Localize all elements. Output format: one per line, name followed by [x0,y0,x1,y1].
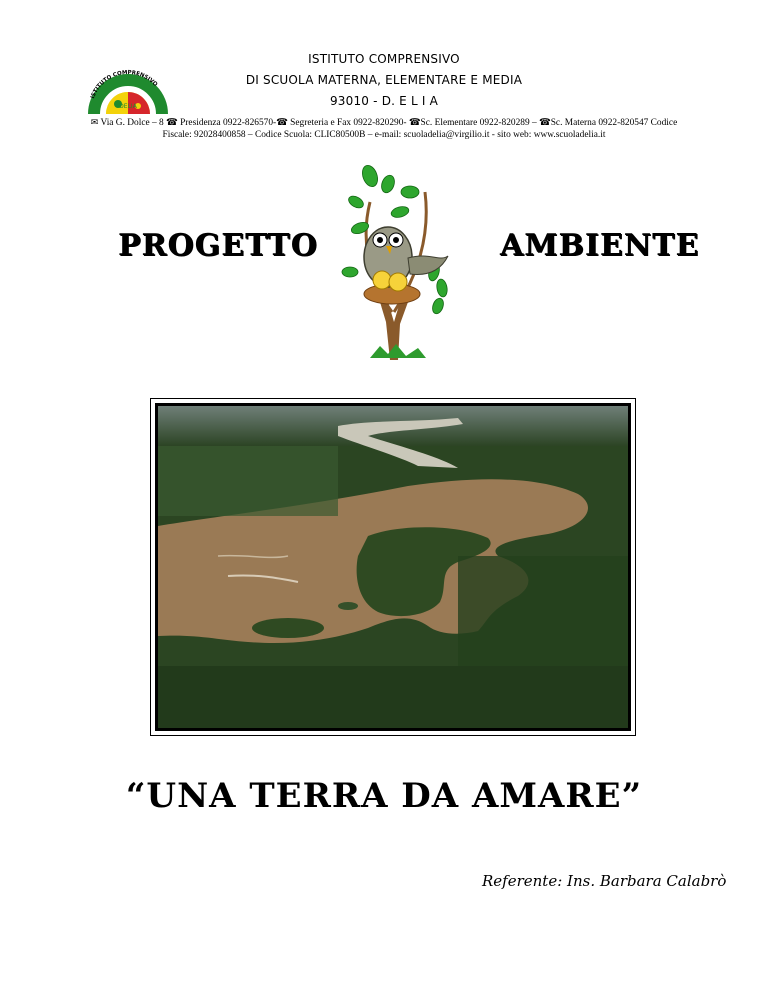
river-aerial-image [158,406,628,728]
referente-line: Referente: Ins. Barbara Calabrò [482,872,727,890]
logo-ring-text: ISTITUTO COMPRENSIVO [89,69,159,100]
envelope-icon: ✉ [90,118,99,128]
river-photo [155,403,631,731]
school-name-line1: ISTITUTO COMPRENSIVO [308,52,460,66]
title-right: AMBIENTE [500,228,700,263]
contact-text-1: Via G. Dolce – 8 ☎ Presidenza 0922-826570-☎ Segreteria e Fax 0922-820290- ☎Sc. Elementare 0922-820289 – ☎Sc. Materna 0922-820547 Codice [100,118,678,128]
logo-inner-text: DELIA [119,103,137,110]
contact-line-1 [0,117,768,129]
school-name-line2: DI SCUOLA MATERNA, ELEMENTARE E MEDIA [245,73,523,87]
school-postcode-city: 93010 - D. E L I A [329,94,439,108]
contact-line-2: Fiscale: 92028400858 – Codice Scuola: CLIC80500B – e-mail: scuoladelia@virgilio.it - sito web: www.scuoladelia.it [162,130,606,140]
title-left: PROGETTO [118,228,318,263]
owl-tree-illustration [330,162,458,360]
project-title: “UNA TERRA DA AMARE” [125,776,643,816]
river-photo-frame [150,398,636,736]
